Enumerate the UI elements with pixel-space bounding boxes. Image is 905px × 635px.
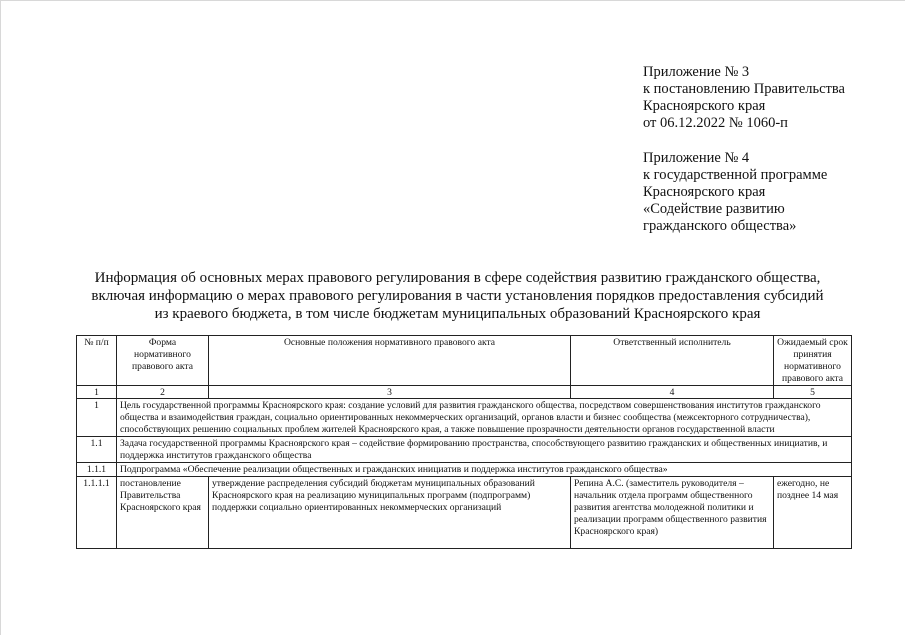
attachment-3-line: от 06.12.2022 № 1060-п bbox=[643, 115, 788, 131]
column-number: 2 bbox=[117, 386, 209, 399]
table-row bbox=[77, 463, 852, 477]
attachment-4-line: Приложение № 4 bbox=[643, 150, 750, 166]
detail-form: постановление Правительства Красноярского края bbox=[117, 477, 209, 549]
subprogram-text: Подпрограмма «Обеспечение реализации общественных и гражданских инициатив и поддержка институтов гражданского общества» bbox=[117, 463, 852, 477]
attachment-3-line: Красноярского края bbox=[643, 98, 766, 114]
table-row bbox=[77, 399, 852, 437]
header-executor: Ответственный исполнитель bbox=[571, 336, 774, 386]
title-line: включая информацию о мерах правового регулирования в части установления порядков предоставления субсидий bbox=[91, 288, 824, 304]
detail-deadline: ежегодно, не позднее 14 мая bbox=[774, 477, 852, 549]
table-row bbox=[77, 437, 852, 463]
document-title bbox=[60, 269, 855, 323]
row-num: 1.1.1 bbox=[77, 463, 117, 477]
attachment-3-line: Приложение № 3 bbox=[643, 64, 750, 80]
detail-executor: Репина А.С. (заместитель руководителя – начальник отдела программ общественного развития агентства молодежной политики и реализации программ общественного развития Красноярского края) bbox=[571, 477, 774, 549]
attachment-4-line: к государственной программе bbox=[643, 167, 828, 183]
column-number: 1 bbox=[77, 386, 117, 399]
measures-table bbox=[76, 335, 852, 549]
column-number: 5 bbox=[774, 386, 852, 399]
detail-num: 1.1.1.1 bbox=[77, 477, 117, 549]
header-provisions: Основные положения нормативного правового акта bbox=[209, 336, 571, 386]
table-header-row bbox=[77, 336, 852, 386]
attachment-3-block bbox=[643, 64, 893, 132]
detail-provisions: утверждение распределения субсидий бюджетам муниципальных образований Красноярского края на реализацию муниципальных программ (подпрограмм) поддержки социально ориентированных некоммерческих организаций bbox=[209, 477, 571, 549]
column-number: 3 bbox=[209, 386, 571, 399]
task-text: Задача государственной программы Красноярского края – содействие формированию пространства, способствующего развитию гражданских и общественных инициатив, и поддержка институтов гражданского общества bbox=[117, 437, 852, 463]
column-number: 4 bbox=[571, 386, 774, 399]
row-num: 1 bbox=[77, 399, 117, 437]
goal-text: Цель государственной программы Красноярского края: создание условий для развития гражданского общества, посредством совершенствования институтов гражданского общества и взаимодействия граждан, социально ориентированных некоммерческих организаций, органов власти и бизнес сообщества (межсекторного сотрудничества), способствующих решению социальных проблем жителей Красноярского края, а также повышение прозрачности деятельности органов государственной власти bbox=[117, 399, 852, 437]
title-line: Информация об основных мерах правового регулирования в сфере содействия развитию гражданского общества, bbox=[94, 270, 821, 286]
attachment-4-block bbox=[643, 150, 893, 235]
attachment-3-line: к постановлению Правительства bbox=[643, 81, 845, 97]
attachment-4-line: «Содействие развитию bbox=[643, 201, 785, 217]
title-line: из краевого бюджета, в том числе бюджетам муниципальных образований Красноярского края bbox=[154, 306, 761, 322]
row-num: 1.1 bbox=[77, 437, 117, 463]
header-deadline: Ожидаемый срок принятия нормативного правового акта bbox=[774, 336, 852, 386]
attachment-4-line: Красноярского края bbox=[643, 184, 766, 200]
attachment-4-line: гражданского общества» bbox=[643, 218, 797, 234]
column-number-row bbox=[77, 386, 852, 399]
header-form: Форма нормативного правового акта bbox=[117, 336, 209, 386]
table-row bbox=[77, 477, 852, 549]
header-num: № п/п bbox=[77, 336, 117, 386]
